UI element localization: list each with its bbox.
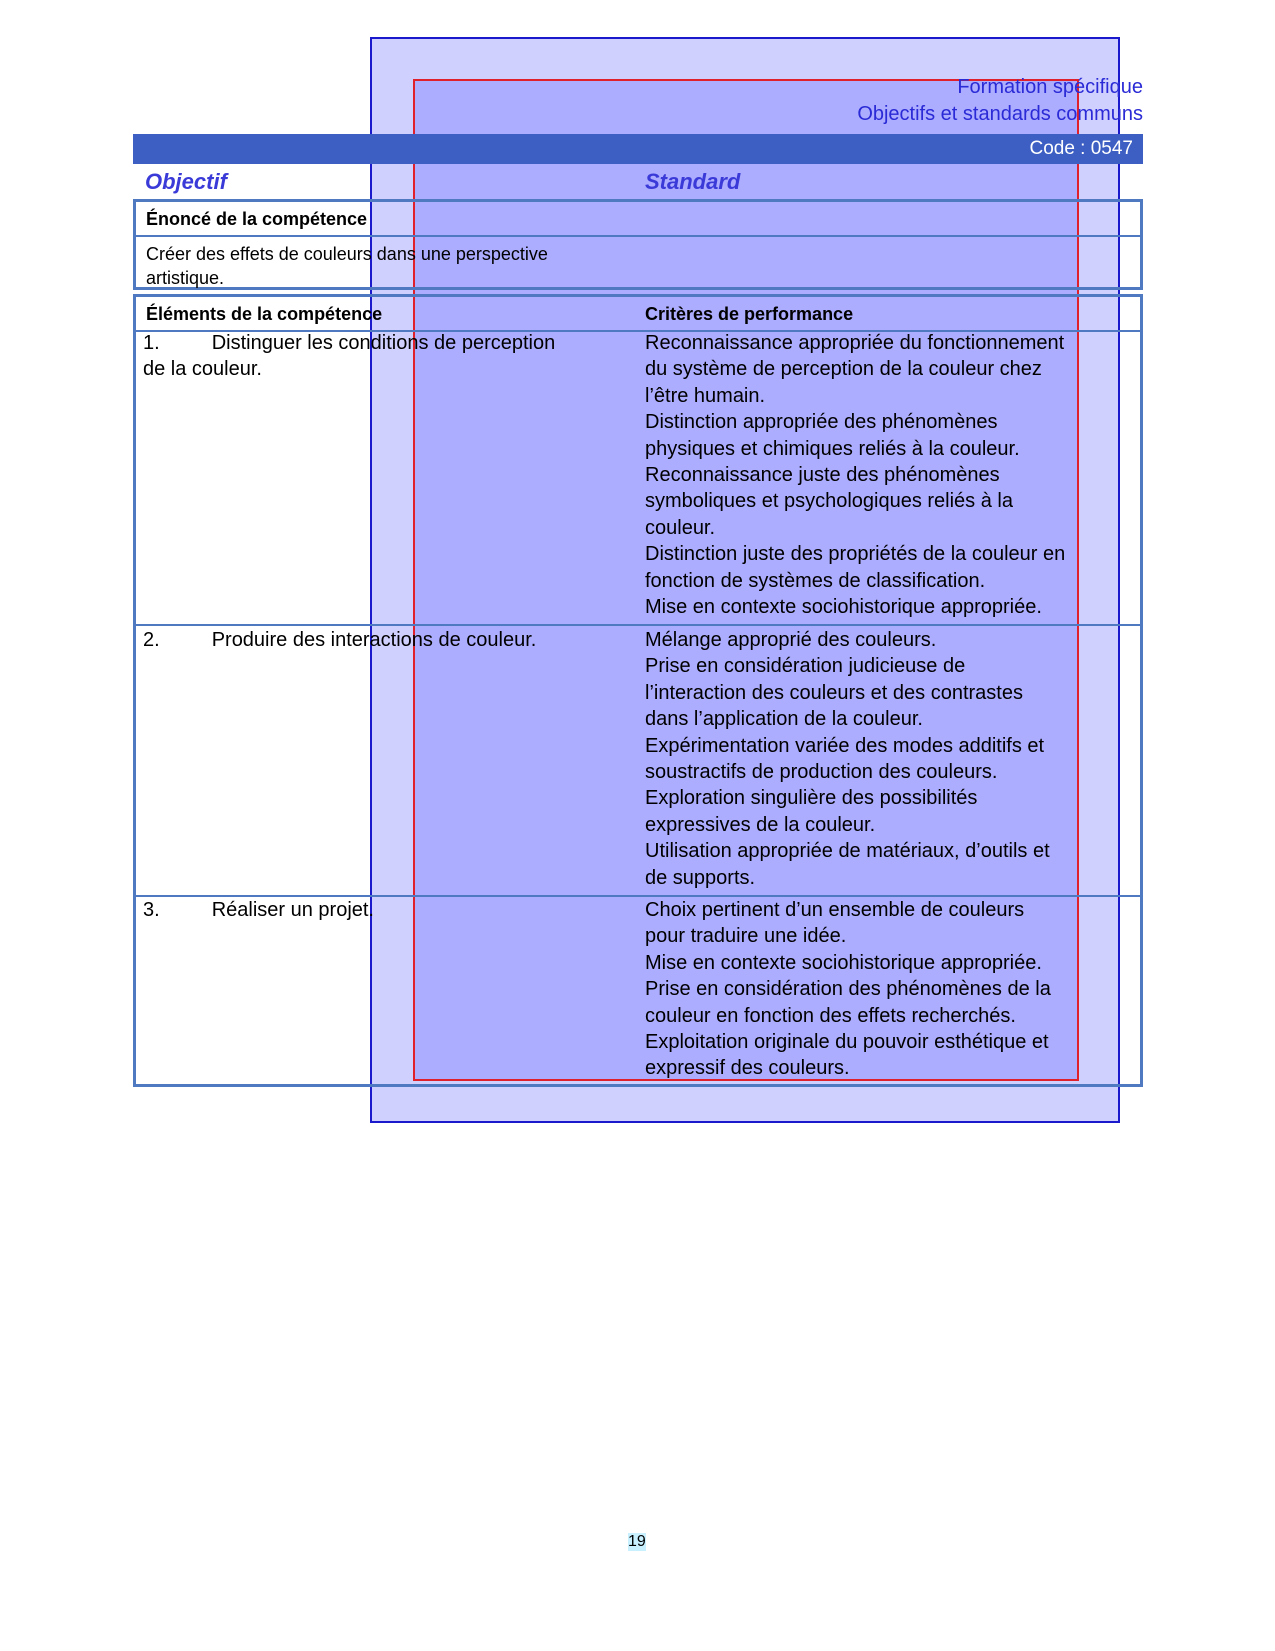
elements-title: Éléments de la compétence [146, 304, 383, 324]
criteria-list-1 [645, 330, 1125, 620]
criterion: Reconnaissance juste des phénomènes [645, 464, 1000, 487]
page-number: 19 [628, 1533, 646, 1550]
statement-box [133, 199, 1143, 290]
criterion: expressif des couleurs. [645, 1057, 850, 1080]
criterion: Mélange approprié des couleurs. [645, 629, 937, 651]
header-subtitle: Objectifs et standards communs [857, 103, 1143, 125]
criterion: Exploitation originale du pouvoir esthétique et [645, 1031, 1049, 1054]
divider [136, 624, 1140, 626]
criterion: soustractifs de production des couleurs. [645, 761, 998, 784]
criteria-list-2 [645, 627, 1125, 891]
criterion: Choix pertinent d’un ensemble de couleurs [645, 899, 1025, 921]
criterion: couleur en fonction des effets recherchés. [645, 1004, 1016, 1027]
criterion: Mise en contexte sociohistorique appropriée. [645, 596, 1042, 619]
criterion: de supports. [645, 866, 756, 889]
element-1: 1. Distinguer les conditions de perception de la couleur. [143, 332, 556, 381]
criterion: Utilisation appropriée de matériaux, d’outils et [645, 840, 1050, 863]
criterion: dans l’application de la couleur. [645, 708, 923, 731]
criterion: Exploration singulière des possibilités [645, 787, 978, 810]
criterion: du système de perception de la couleur chez [645, 358, 1042, 381]
criterion: Reconnaissance appropriée du fonctionnement [645, 332, 1065, 354]
criterion: l’être humain. [645, 384, 766, 407]
program-code: Code : 0547 [1029, 138, 1133, 159]
statement-title: Énoncé de la compétence [146, 209, 368, 229]
standard-heading: Standard [645, 169, 741, 194]
criterion: Expérimentation variée des modes additifs et [645, 734, 1045, 757]
criteria-list-3 [645, 897, 1125, 1082]
criteria-title: Critères de performance [645, 304, 854, 324]
criterion: Mise en contexte sociohistorique appropriée. [645, 951, 1042, 974]
criterion: physiques et chimiques reliés à la couleur. [645, 437, 1020, 460]
criterion: Prise en considération des phénomènes de la [645, 978, 1051, 1001]
criterion: Distinction appropriée des phénomènes [645, 411, 998, 434]
objective-heading: Objectif [145, 169, 227, 194]
code-bar [133, 134, 1143, 164]
criterion: Prise en considération judicieuse de [645, 655, 966, 678]
statement-text: Créer des effets de couleurs dans une perspective artistique. [146, 244, 548, 288]
criterion: expressives de la couleur. [645, 813, 876, 836]
criterion: Distinction juste des propriétés de la couleur en [645, 543, 1066, 566]
criterion: pour traduire une idée. [645, 925, 847, 948]
divider [136, 235, 1140, 237]
element-2: 2. Produire des interactions de couleur. [143, 629, 537, 651]
criterion: symboliques et psychologiques reliés à la [645, 490, 1013, 513]
element-3: 3. Réaliser un projet. [143, 899, 374, 921]
header-title: Formation spécifique [957, 76, 1143, 98]
criterion: l’interaction des couleurs et des contrastes [645, 681, 1023, 704]
criterion: fonction de systèmes de classification. [645, 569, 986, 592]
criterion: couleur. [645, 516, 716, 539]
